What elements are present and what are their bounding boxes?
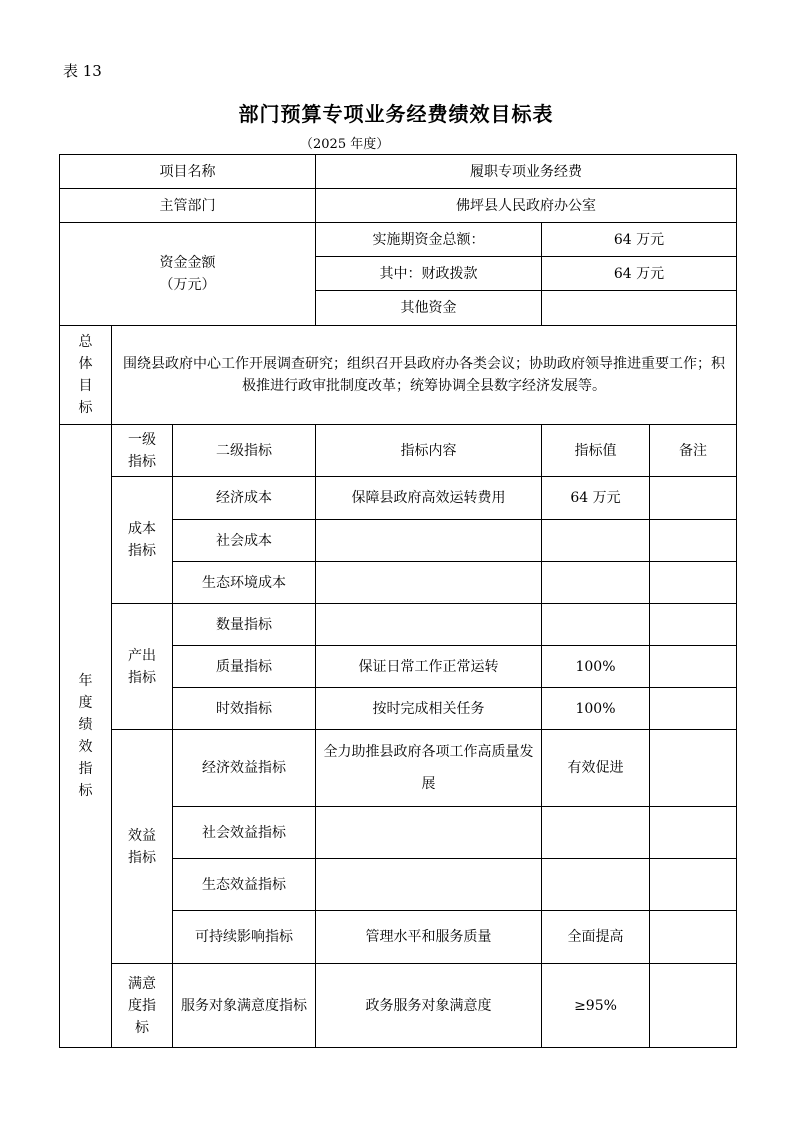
indicator-value: 100% <box>542 688 650 730</box>
indicator-group-satisfaction: 满意度指标 <box>112 964 173 1048</box>
indicator-value <box>542 520 650 562</box>
indicator-value: 100% <box>542 646 650 688</box>
indicator-value <box>542 807 650 859</box>
level2-indicator: 社会成本 <box>173 520 316 562</box>
document-year: （2025 年度） <box>300 137 390 152</box>
indicator-content <box>316 604 542 646</box>
project-name-value: 履职专项业务经费 <box>316 155 737 189</box>
column-header-level2: 二级指标 <box>173 425 316 477</box>
indicator-content: 保障县政府高效运转费用 <box>316 477 542 520</box>
indicator-note <box>650 520 737 562</box>
indicator-content: 管理水平和服务质量 <box>316 911 542 964</box>
level2-indicator: 生态效益指标 <box>173 859 316 911</box>
level2-indicator: 社会效益指标 <box>173 807 316 859</box>
level2-indicator: 生态环境成本 <box>173 562 316 604</box>
department-value: 佛坪县人民政府办公室 <box>316 189 737 223</box>
project-name-row <box>60 155 737 189</box>
indicator-content <box>316 520 542 562</box>
indicator-content <box>316 859 542 911</box>
project-name-label: 项目名称 <box>60 155 316 189</box>
document-title: 部门预算专项业务经费绩效目标表 <box>238 102 554 126</box>
overall-goal-label: 总 体 目 标 <box>60 326 112 425</box>
level2-indicator: 数量指标 <box>173 604 316 646</box>
indicator-value <box>542 604 650 646</box>
indicator-value: 全面提高 <box>542 911 650 964</box>
performance-target-table <box>59 154 737 1048</box>
table-row <box>60 604 737 646</box>
column-header-content: 指标内容 <box>316 425 542 477</box>
indicator-note <box>650 688 737 730</box>
indicator-content: 全力助推县政府各项工作高质量发展 <box>316 730 542 807</box>
table-row <box>60 477 737 520</box>
column-header-level1: 一级指标 <box>112 425 173 477</box>
total-funds-row <box>60 223 737 257</box>
indicator-note <box>650 964 737 1048</box>
other-funds-label: 其他资金 <box>316 291 542 326</box>
indicator-value: 64 万元 <box>542 477 650 520</box>
indicator-value: 有效促进 <box>542 730 650 807</box>
column-header-note: 备注 <box>650 425 737 477</box>
table-row <box>60 964 737 1048</box>
overall-goal-row <box>60 326 737 425</box>
department-label: 主管部门 <box>60 189 316 223</box>
level2-indicator: 质量指标 <box>173 646 316 688</box>
other-funds-value <box>542 291 737 326</box>
indicator-header-row <box>60 425 737 477</box>
indicator-note <box>650 477 737 520</box>
level2-indicator: 服务对象满意度指标 <box>173 964 316 1048</box>
indicator-note <box>650 562 737 604</box>
overall-goal-text: 围绕县政府中心工作开展调查研究；组织召开县政府办各类会议；协助政府领导推进重要工作；积极推进行政审批制度改革；统筹协调全县数字经济发展等。 <box>112 326 737 425</box>
indicator-group-output: 产出指标 <box>112 604 173 730</box>
funds-amount-label <box>60 223 316 326</box>
total-funds-value: 64 万元 <box>542 223 737 257</box>
indicator-value: ≥95% <box>542 964 650 1048</box>
indicator-content: 保证日常工作正常运转 <box>316 646 542 688</box>
column-header-value: 指标值 <box>542 425 650 477</box>
indicator-value <box>542 562 650 604</box>
fiscal-funds-label: 其中：财政拨款 <box>316 257 542 291</box>
total-funds-label: 实施期资金总额： <box>316 223 542 257</box>
indicator-note <box>650 730 737 807</box>
indicator-note <box>650 604 737 646</box>
indicator-group-benefit: 效益指标 <box>112 730 173 964</box>
indicator-note <box>650 911 737 964</box>
table-number-label: 表 13 <box>63 62 102 80</box>
funds-amount-label-line1: 资金金额 <box>159 255 216 271</box>
department-row <box>60 189 737 223</box>
annual-indicators-label: 年 度 绩 效 指 标 <box>60 425 112 1048</box>
indicator-content: 政务服务对象满意度 <box>316 964 542 1048</box>
fiscal-funds-value: 64 万元 <box>542 257 737 291</box>
funds-amount-label-line2: （万元） <box>159 277 216 293</box>
level2-indicator: 经济成本 <box>173 477 316 520</box>
level2-indicator: 时效指标 <box>173 688 316 730</box>
indicator-content <box>316 807 542 859</box>
indicator-content <box>316 562 542 604</box>
level2-indicator: 经济效益指标 <box>173 730 316 807</box>
level2-indicator: 可持续影响指标 <box>173 911 316 964</box>
indicator-note <box>650 807 737 859</box>
indicator-content: 按时完成相关任务 <box>316 688 542 730</box>
indicator-note <box>650 646 737 688</box>
table-row <box>60 730 737 807</box>
indicator-group-cost: 成本指标 <box>112 477 173 604</box>
indicator-value <box>542 859 650 911</box>
indicator-note <box>650 859 737 911</box>
